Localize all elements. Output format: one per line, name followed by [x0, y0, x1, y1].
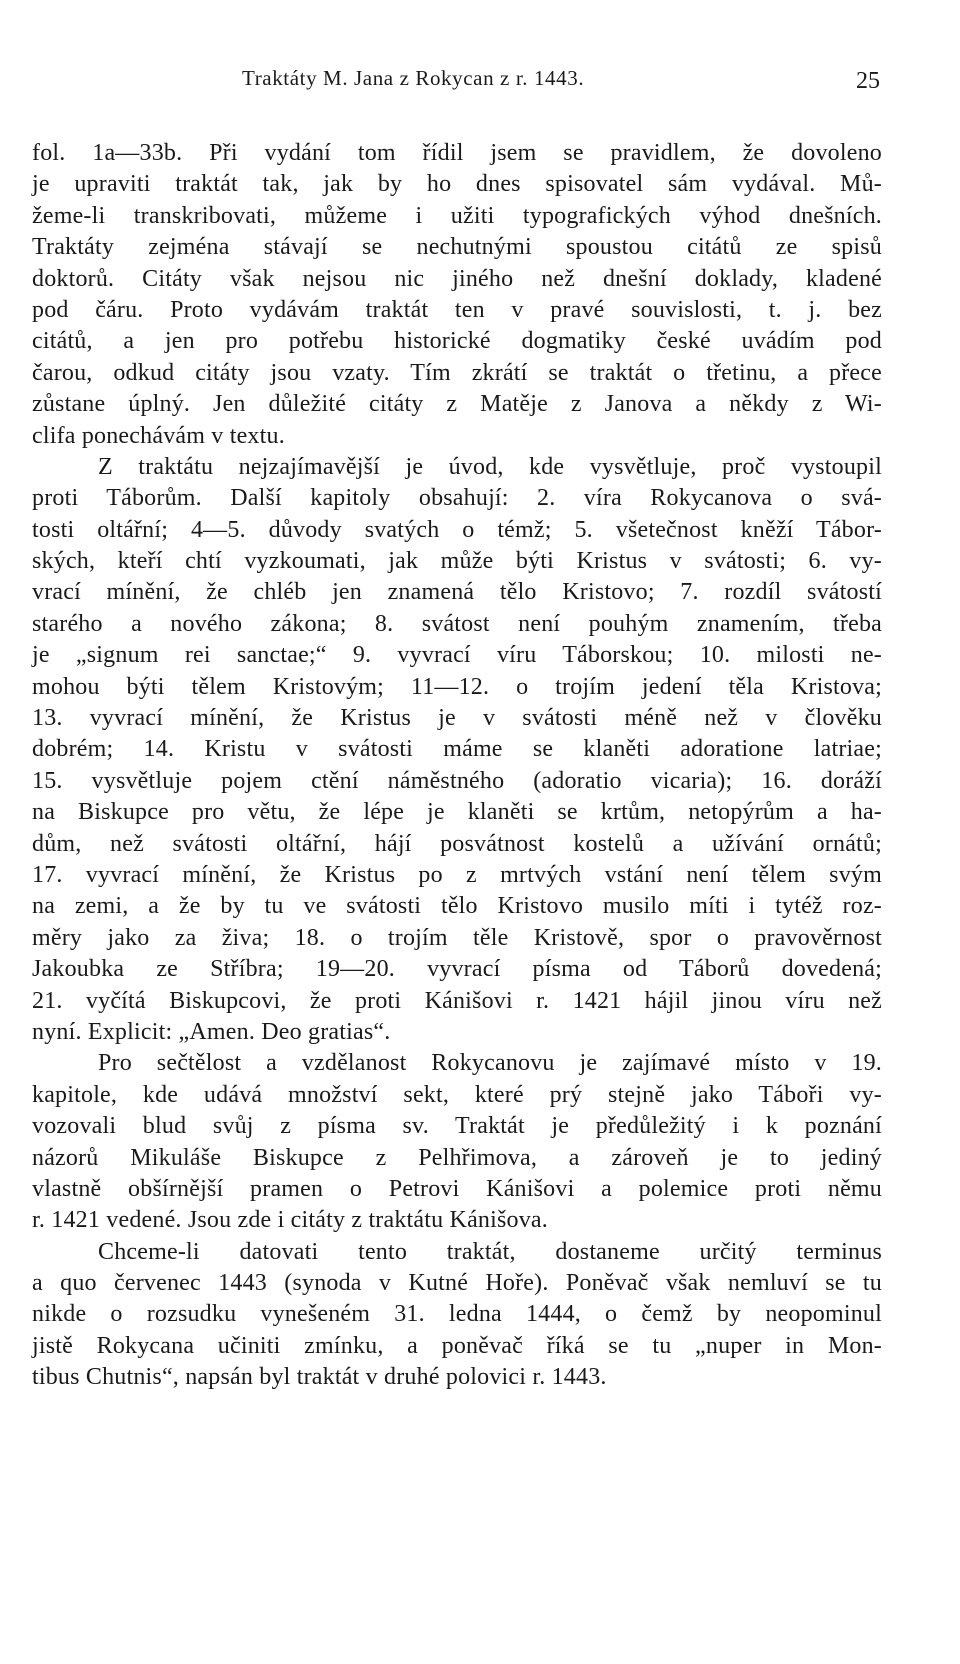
text-line: clifa ponechávám v textu.: [32, 422, 285, 449]
paragraph: [32, 138, 882, 452]
text-line: nikde o rozsudku vynešeném 31. ledna 1444, o čemž by neopominul: [32, 1301, 882, 1328]
text-line: proti Táborům. Další kapitoly obsahují: 2. víra Rokycanova o svá-: [32, 485, 882, 512]
text-line: žeme-li transkribovati, můžeme i užiti typografických výhod dnešních.: [32, 202, 882, 229]
text-line: citátů, a jen pro potřebu historické dogmatiky české uvádím pod: [32, 328, 882, 355]
text-line: názorů Mikuláše Biskupce z Pelhřimova, a zároveň je to jediný: [32, 1144, 882, 1171]
text-line: kapitole, kde udává množství sekt, které prý stejně jako Táboři vy-: [32, 1081, 882, 1108]
text-line: Jakoubka ze Stříbra; 19—20. vyvrací písma od Táborů dovedená;: [32, 956, 882, 983]
text-line: a quo červenec 1443 (synoda v Kutné Hoře). Poněvač však nemluví se tu: [32, 1270, 882, 1297]
text-line: vlastně obšírnější pramen o Petrovi Kánišovi a polemice proti němu: [32, 1175, 882, 1202]
text-line: vrací mínění, že chléb jen znamená tělo Kristovo; 7. rozdíl svátostí: [32, 579, 882, 606]
text-line: fol. 1a—33b. Při vydání tom řídil jsem se pravidlem, že dovoleno: [32, 140, 882, 166]
text-line: tibus Chutnis“, napsán byl traktát v druhé polovici r. 1443.: [32, 1364, 607, 1391]
text-line: nyní. Explicit: „Amen. Deo gratias“.: [32, 1018, 391, 1045]
text-line: je upraviti traktát tak, jak by ho dnes spisovatel sám vydával. Mů-: [32, 171, 882, 198]
text-line: mohou býti tělem Kristovým; 11—12. o trojím jedení těla Kristova;: [32, 673, 882, 700]
text-line: tosti oltářní; 4—5. důvody svatých o témž; 5. všetečnost kněží Tábor-: [32, 516, 882, 543]
text-line: čarou, odkud citáty jsou vzaty. Tím zkrátí se traktát o třetinu, a přece: [32, 359, 882, 386]
paragraph: [32, 452, 882, 1048]
text-line: ských, kteří chtí vyzkoumati, jak může býti Kristus v svátosti; 6. vy-: [32, 548, 882, 575]
page-number: 25: [856, 68, 880, 94]
text-line: 13. vyvrací mínění, že Kristus je v svátosti méně než v člověku: [32, 705, 882, 732]
text-line: 15. vysvětluje pojem ctění náměstného (adoratio vicaria); 16. doráží: [32, 767, 882, 794]
text-line: Z traktátu nejzajímavější je úvod, kde vysvětluje, proč vystoupil: [98, 453, 882, 480]
paragraph: [32, 1048, 882, 1236]
text-line: na zemi, a že by tu ve svátosti tělo Kristovo musilo míti i tytéž roz-: [32, 893, 882, 920]
text-line: vozovali blud svůj z písma sv. Traktát je předůležitý i k poznání: [32, 1113, 882, 1140]
running-head: [32, 66, 882, 96]
body-text: [32, 138, 882, 1394]
text-line: 17. vyvrací mínění, že Kristus po z mrtvých vstání není tělem svým: [32, 861, 882, 888]
text-line: zůstane úplný. Jen důležité citáty z Matěje z Janova a někdy z Wi-: [32, 391, 882, 418]
running-title: Traktáty M. Jana z Rokycan z r. 1443.: [242, 66, 585, 90]
text-line: pod čáru. Proto vydávám traktát ten v pravé souvislosti, t. j. bez: [32, 296, 882, 323]
text-line: dobrém; 14. Kristu v svátosti máme se klaněti adoratione latriae;: [32, 736, 882, 763]
text-line: Pro sečtělost a vzdělanost Rokycanovu je zajímavé místo v 19.: [98, 1050, 882, 1077]
text-line: Chceme-li datovati tento traktát, dostaneme určitý terminus: [98, 1238, 882, 1265]
text-line: starého a nového zákona; 8. svátost není pouhým znamením, třeba: [32, 610, 882, 637]
text-line: Traktáty zejména stávají se nechutnými spoustou citátů ze spisů: [32, 234, 882, 261]
text-line: dům, než svátosti oltářní, hájí posvátnost kostelů a užívání ornátů;: [32, 830, 882, 857]
text-line: na Biskupce pro větu, že lépe je klaněti se krtům, netopýrům a ha-: [32, 799, 882, 826]
text-line: je „signum rei sanctae;“ 9. vyvrací víru Táborskou; 10. milosti ne-: [32, 642, 882, 669]
text-line: r. 1421 vedené. Jsou zde i citáty z traktátu Kánišova.: [32, 1207, 548, 1234]
text-line: jistě Rokycana učiniti zmínku, a poněvač říká se tu „nuper in Mon-: [32, 1332, 882, 1359]
text-line: měry jako za živa; 18. o trojím těle Kristově, spor o pravověrnost: [32, 924, 882, 951]
text-line: 21. vyčítá Biskupcovi, že proti Kánišovi r. 1421 hájil jinou víru než: [32, 987, 882, 1014]
text-line: doktorů. Citáty však nejsou nic jiného než dnešní doklady, kladené: [32, 265, 882, 292]
paragraph: [32, 1237, 882, 1394]
